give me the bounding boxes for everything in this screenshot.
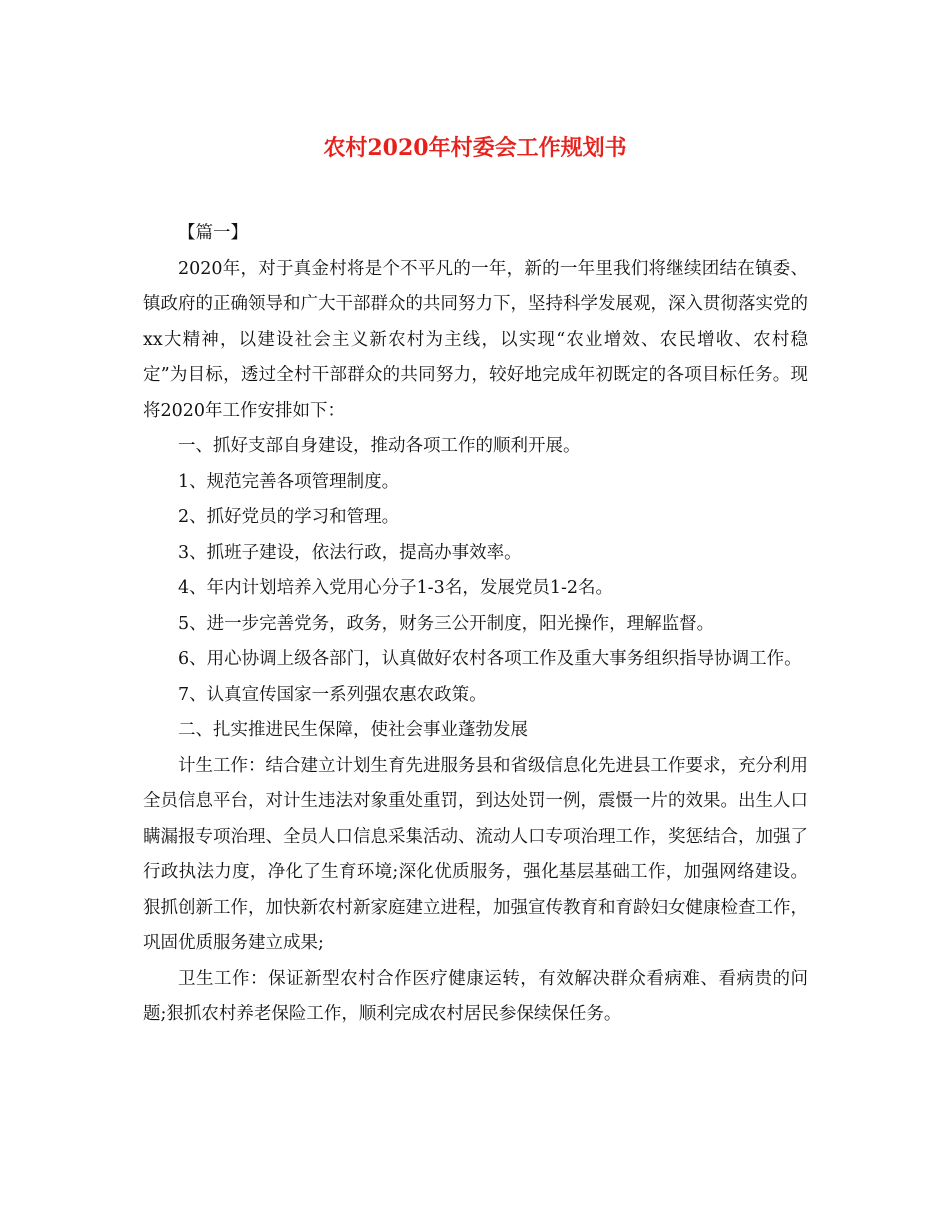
paragraph-item: 6、用心协调上级各部门，认真做好农村各项工作及重大事务组织指导协调工作。 <box>178 649 802 669</box>
paragraph-intro: 2020年，对于真金村将是个不平凡的一年，新的一年里我们将继续团结在镇委、镇政府的正确领导和广大干部群众的共同努力下，坚持科学发展观，深入贯彻落实党的xx大精神，以建设社会主义新农村为主线，以实现“农业增效、农民增收、农村稳定”为目标，透过全村干部群众的共同努力，较好地完成年初既定的各项目标任务。现将2020年工作安排如下： <box>143 258 808 421</box>
paragraph-section-label: 【篇一】 <box>178 223 248 243</box>
paragraph-item: 2、抓好党员的学习和管理。 <box>178 507 400 527</box>
paragraph-item: 3、抓班子建设，依法行政，提高办事效率。 <box>178 542 522 563</box>
paragraph-item: 7、认真宣传国家一系列强农惠农政策。 <box>178 684 487 705</box>
paragraph-item: 5、进一步完善党务，政务，财务三公开制度，阳光操作，理解监督。 <box>178 613 715 634</box>
paragraph-family-planning: 计生工作：结合建立计划生育先进服务县和省级信息化先进县工作要求，充分利用全员信息平台，对计生违法对象重处重罚，到达处罚一例，震慑一片的效果。出生人口瞒漏报专项治理、全员人口信息采集活动、流动人口专项治理工作，奖惩结合，加强了行政执法力度，净化了生育环境;深化优质服务，强化基层基础工作，加强网络建设。狠抓创新工作，加快新农村新家庭建立进程，加强宣传教育和育龄妇女健康检查工作，巩固优质服务建立成果; <box>143 755 808 953</box>
document-body <box>143 216 808 1033</box>
paragraph-item: 4、年内计划培养入党用心分子1-3名，发展党员1-2名。 <box>178 578 613 598</box>
document-title: 农村2020年村委会工作规划书 <box>323 135 627 161</box>
paragraph-health: 卫生工作：保证新型农村合作医疗健康运转，有效解决群众看病难、看病贵的问题;狠抓农村养老保险工作，顺利完成农村居民参保续保任务。 <box>143 968 808 1024</box>
paragraph-heading-2: 二、扎实推进民生保障，使社会事业蓬勃发展 <box>178 720 528 740</box>
paragraph-heading-1: 一、抓好支部自身建设，推动各项工作的顺利开展。 <box>178 436 581 456</box>
paragraph-item: 1、规范完善各项管理制度。 <box>178 471 400 492</box>
